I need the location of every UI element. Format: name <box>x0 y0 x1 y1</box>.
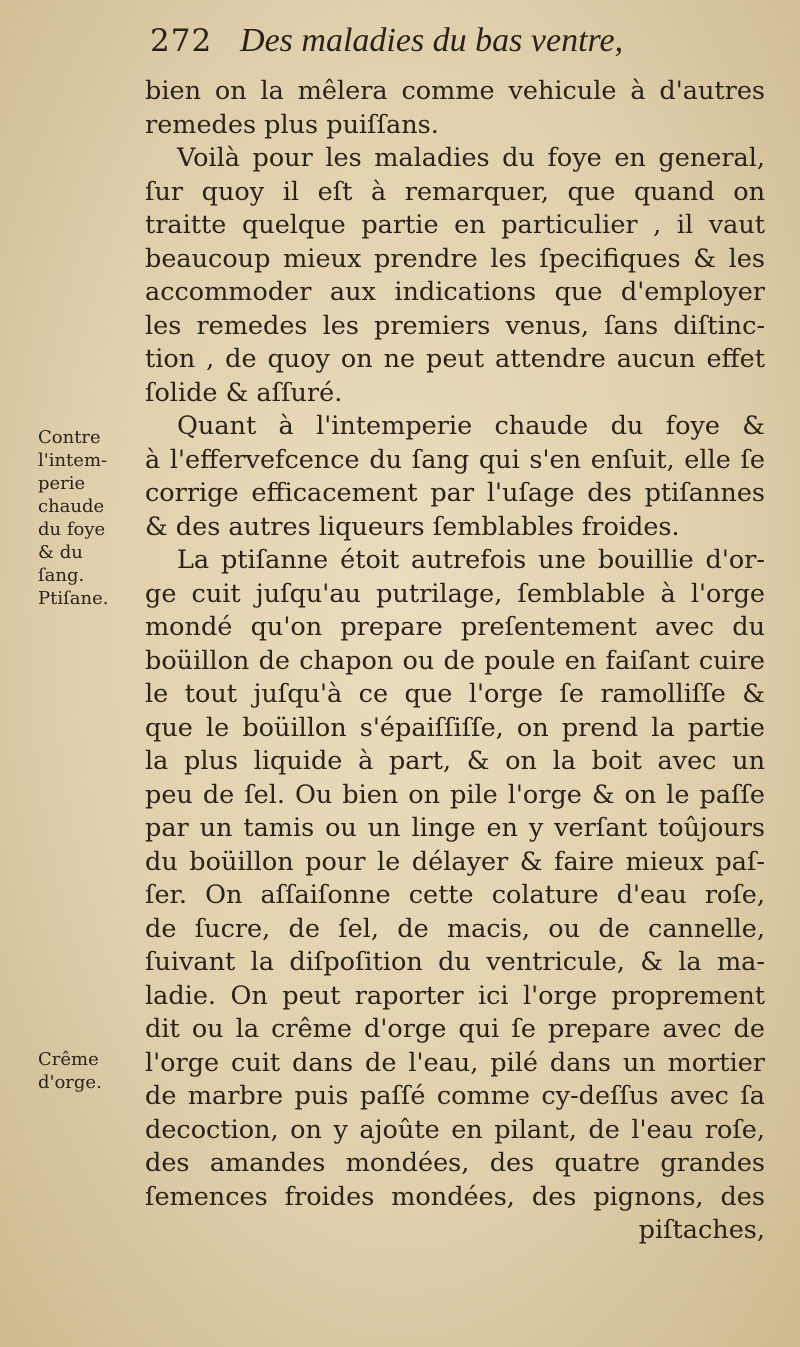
text-line: decoction, on y ajoûte en pilant, de l'eau roſe, <box>145 1114 765 1145</box>
text-line: corrige efficacement par l'uſage des ptiſannes <box>145 478 765 508</box>
text-line: du boüillon pour le délayer & faire mieux paſ- <box>145 846 765 877</box>
text-line: beaucoup mieux prendre les ſpecifiques & les <box>145 243 765 274</box>
text-line: traitte quelque partie en particulier , il vaut <box>145 210 765 240</box>
text-line: ſuivant la diſpoſition du ventricule, & la ma- <box>145 947 765 977</box>
text-line: le tout juſqu'à ce que l'orge ſe ramolliſſe & <box>145 679 765 709</box>
text-line: ſer. On aſſaiſonne cette colature d'eau roſe, <box>145 880 765 910</box>
margin-note-line: perie <box>38 473 86 494</box>
margin-note-line: Crême <box>38 1049 99 1070</box>
text-line: peu de ſel. Ou bien on pile l'orge & on le paſſe <box>145 779 765 810</box>
text-line: les remedes les premiers venus, ſans diſtinc- <box>145 310 765 341</box>
margin-note-creme <box>38 1048 138 1094</box>
text-line: ladie. On peut raporter ici l'orge proprement <box>145 980 765 1011</box>
text-line: accommoder aux indications que d'employer <box>145 277 765 307</box>
text-line: de ſucre, de ſel, de macis, ou de cannelle, <box>145 913 765 944</box>
text-line: que le boüillon s'épaiſſiſſe, on prend la partie <box>145 712 765 743</box>
margin-note-line: du foye <box>38 519 106 540</box>
text-line: dit ou la crême d'orge qui ſe prepare avec de <box>145 1014 765 1044</box>
margin-note-intemperie <box>38 426 138 610</box>
main-text <box>145 75 765 1248</box>
margin-note-line: Contre <box>38 427 101 448</box>
text-line: ſolide & aſſuré. <box>145 377 343 408</box>
text-line: mondé qu'on prepare preſentement avec du <box>145 612 765 642</box>
text-line: Quant à l'intemperie chaude du foye & <box>177 411 765 441</box>
text-line: ge cuit juſqu'au putrilage, ſemblable à l'orge <box>145 578 765 609</box>
text-line: & des autres liqueurs ſemblables froides. <box>145 511 680 542</box>
margin-note-line: ſang. <box>38 565 85 586</box>
text-line: par un tamis ou un linge en y verſant toûjours <box>145 813 765 843</box>
text-line: tion , de quoy on ne peut attendre aucun effet <box>145 344 765 374</box>
page-header <box>150 22 770 72</box>
text-line: bien on la mêlera comme vehicule à d'autres <box>145 76 765 106</box>
text-line: des amandes mondées, des quatre grandes <box>145 1148 765 1178</box>
margin-note-line: Ptiſane. <box>38 588 109 609</box>
margin-note-line: d'orge. <box>38 1072 102 1093</box>
text-line: remedes plus puiſſans. <box>145 109 439 140</box>
text-line: à l'effervefcence du ſang qui s'en enſuit, elle ſe <box>145 444 765 475</box>
page-number: 272 <box>150 23 213 59</box>
text-line: l'orge cuit dans de l'eau, pilé dans un mortier <box>145 1047 765 1078</box>
text-line: boüillon de chapon ou de poule en faiſant cuire <box>145 645 765 676</box>
text-line: ſur quoy il eſt à remarquer, que quand on <box>145 176 765 207</box>
text-line: ſemences froides mondées, des pignons, des <box>145 1181 765 1212</box>
text-line: La ptiſanne étoit autrefois une bouillie d'or- <box>177 545 765 575</box>
text-line: Voilà pour les maladies du foye en general, <box>177 143 765 173</box>
running-title: Des maladies du bas ventre, <box>240 22 624 59</box>
margin-note-line: chaude <box>38 496 105 517</box>
margin-note-line: l'intem- <box>38 450 108 471</box>
text-line: de marbre puis paſſé comme cy-deſſus avec ſa <box>145 1081 765 1111</box>
text-line: la plus liquide à part, & on la boit avec un <box>145 746 765 776</box>
text-line: piſtaches, <box>638 1215 765 1245</box>
margin-note-line: & du <box>38 542 83 563</box>
